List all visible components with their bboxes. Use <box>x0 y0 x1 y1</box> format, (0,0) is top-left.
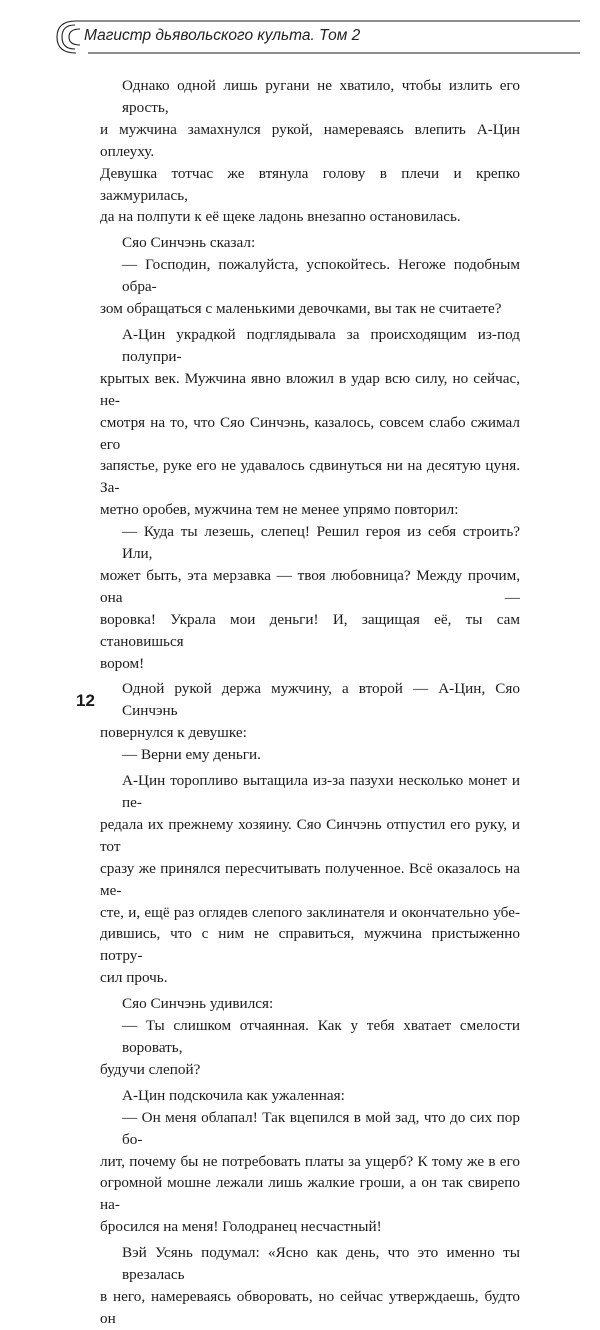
text-line: смотря на то, что Сяо Синчэнь, казалось, совсем слабо сжимал его <box>100 413 520 453</box>
paragraph <box>100 232 520 254</box>
text-line: А-Цин подскочила как ужаленная: <box>122 1086 345 1104</box>
text-line: Девушка тотчас же втянула голову в плечи и крепко зажмурилась, <box>100 164 520 204</box>
text-line: да на полпути к её щеке ладонь внезапно остановилась. <box>100 208 461 226</box>
text-line: может быть, эта мерзавка — твоя любовница? Между прочим, она — <box>100 566 520 606</box>
text-line: запястье, руке его не удавалось сдвинуться ни на десятую цуня. За- <box>100 457 520 497</box>
text-line: — Ты слишком отчаянная. Как у тебя хватает смелости воровать, <box>122 1017 520 1056</box>
text-line: Одной рукой держа мужчину, а второй — А-Цин, Сяо Синчэнь <box>122 680 520 720</box>
text-line: будучи слепой? <box>100 1060 201 1078</box>
body-text <box>100 75 520 1330</box>
paragraph <box>100 1107 520 1238</box>
text-line: метно оробев, мужчина тем не менее упрямо повторил: <box>100 501 459 519</box>
text-line: Вэй Усянь подумал: «Ясно как день, что это именно ты врезалась <box>122 1244 520 1284</box>
text-line: Однако одной лишь ругани не хватило, чтобы излить его ярость, <box>122 77 520 116</box>
page-number: 12 <box>76 691 95 710</box>
text-line: вором! <box>100 654 145 672</box>
text-line: — Господин, пожалуйста, успокойтесь. Негоже подобным обра- <box>122 256 520 296</box>
text-line: бросился на меня! Голодранец несчастный! <box>100 1218 382 1236</box>
text-line: и мужчина замахнулся рукой, намереваясь влепить А-Цин оплеуху. <box>100 120 520 160</box>
text-line: в него, намереваясь обворовать, но сейчас утверждаешь, будто он <box>100 1287 520 1327</box>
paragraph <box>100 324 520 521</box>
text-line: А-Цин торопливо вытащила из-за пазухи несколько монет и пе- <box>122 772 520 811</box>
text-line: сте, и, ещё раз оглядев слепого заклинателя и окончательно убе- <box>100 903 520 921</box>
text-line: воровка! Украла мои деньги! И, защищая её, ты сам становишься <box>100 610 520 650</box>
paragraph <box>100 521 520 674</box>
paragraph <box>100 1085 520 1107</box>
text-line: зом обращаться с маленькими девочками, вы так не считаете? <box>100 300 502 318</box>
text-line: — Он меня облапал! Так вцепился в мой зад, что до сих пор бо- <box>122 1108 520 1148</box>
text-line: А-Цин украдкой подглядывала за происходящим из-под полупри- <box>122 325 520 365</box>
text-line: Сяо Синчэнь сказал: <box>122 234 256 252</box>
text-line: крытых век. Мужчина явно вложил в удар всю силу, но сейчас, не- <box>100 369 520 409</box>
running-header <box>0 0 600 64</box>
text-line: — Куда ты лезешь, слепец! Решил героя из себя строить? Или, <box>122 523 520 563</box>
paragraph <box>100 1015 520 1081</box>
paragraph <box>100 993 520 1015</box>
text-line: — Верни ему деньги. <box>122 746 261 764</box>
text-line: редала их прежнему хозяину. Сяо Синчэнь отпустил его руку, и тот <box>100 815 520 855</box>
text-line: повернулся к девушке: <box>100 724 247 742</box>
text-line: Сяо Синчэнь удивился: <box>122 995 274 1013</box>
text-line: дившись, что с ним не справиться, мужчина пристыженно потру- <box>100 925 520 965</box>
paragraph <box>100 1242 520 1330</box>
text-line: сразу же принялся пересчитывать полученное. Всё оказалось на ме- <box>100 859 520 899</box>
paragraph <box>100 744 520 766</box>
paragraph <box>100 254 520 320</box>
paragraph <box>100 770 520 989</box>
text-line: сил прочь. <box>100 969 168 987</box>
book-title: Магистр дьявольского культа. Том 2 <box>84 27 361 44</box>
text-line: лит, почему бы не потребовать платы за ущерб? К тому же в его <box>100 1152 520 1170</box>
text-line: огромной мошне лежали лишь жалкие гроши, а он так свирепо на- <box>100 1174 520 1214</box>
paragraph <box>100 75 520 228</box>
paragraph <box>100 678 520 744</box>
